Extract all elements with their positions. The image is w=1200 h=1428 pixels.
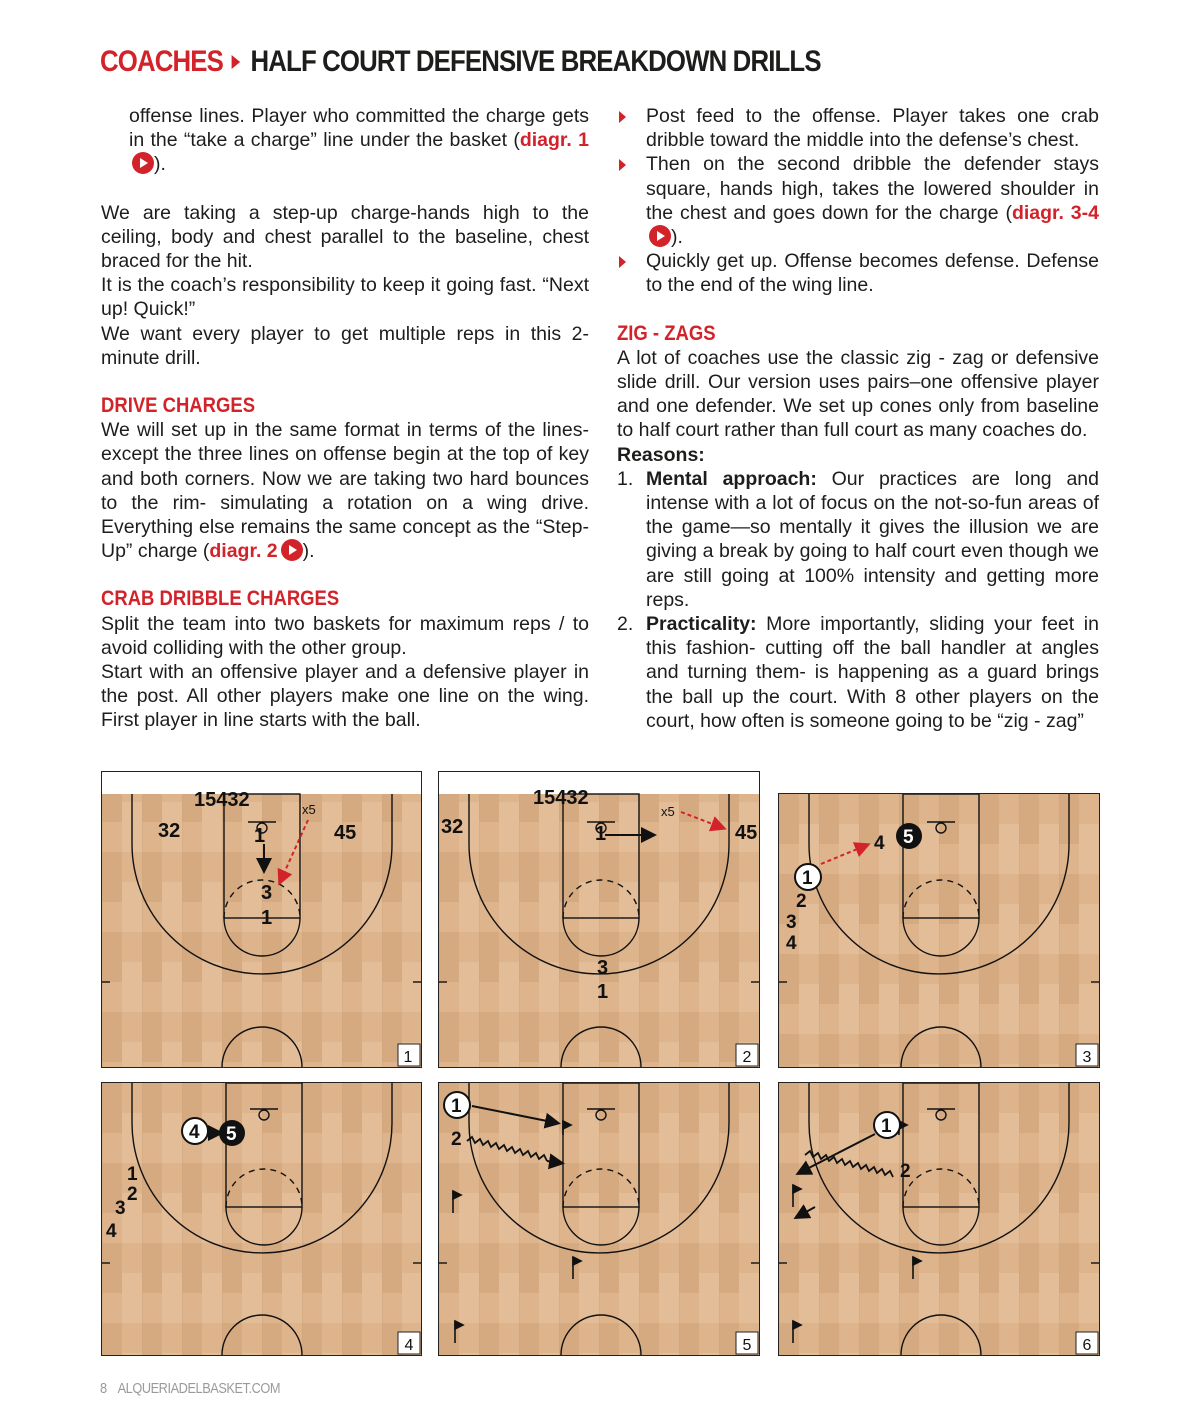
diagram-number: 1 — [403, 1049, 413, 1066]
svg-text:4: 4 — [189, 1122, 200, 1143]
paragraph-4: We want every player to get multiple reps in this 2-minute drill. — [101, 322, 589, 369]
paragraph-2: We are taking a step-up charge-hands high to the ceiling, body and chest parallel to the baseline, chest braced for the hit. — [101, 201, 589, 273]
diagram-link-2[interactable]: diagr. 2 — [209, 540, 278, 563]
queue-label: 15432 — [194, 789, 250, 811]
play-icon[interactable] — [281, 539, 303, 561]
diagram-3 — [778, 793, 1100, 1068]
heading-zig-zags: ZIG - ZAGS — [617, 321, 716, 345]
svg-text:5: 5 — [742, 1337, 752, 1354]
diagram-6 — [778, 1082, 1100, 1356]
svg-text:2: 2 — [451, 1129, 462, 1150]
paragraph-zig-1: A lot of coaches use the classic zig - zag or defensive slide drill. Our version uses pairs–one offensive player and one defender. We set up cones only from baseline to half court rather than full court as many coaches do. — [617, 346, 1099, 442]
diagram-5 — [438, 1082, 760, 1356]
svg-text:5: 5 — [903, 827, 914, 848]
svg-text:6: 6 — [1082, 1337, 1092, 1354]
paragraph-7: Start with an offensive player and a defensive player in the post. All other players make one line on the wing. First player in line starts with the ball. — [101, 661, 589, 732]
section-label: COACHES — [100, 45, 223, 78]
page-footer — [100, 1380, 280, 1397]
bullet-3: Quickly get up. Offense becomes defense. Defense to the end of the wing line. — [617, 249, 1099, 297]
right-column — [617, 104, 1099, 733]
paragraph-3: It is the coach’s responsibility to keep it going fast. “Next up! Quick!” — [101, 274, 589, 321]
svg-text:45: 45 — [735, 822, 758, 844]
paragraph-6: Split the team into two baskets for maximum reps / to avoid colliding with the other group. — [101, 612, 589, 659]
line-left-label: 32 — [158, 820, 181, 842]
svg-text:2: 2 — [900, 1161, 911, 1182]
svg-text:2: 2 — [127, 1184, 138, 1205]
paragraph-5: We will set up in the same format in terms of the lines- except the three lines on offense begin at the top of key and both corners. Now we are taking two hard bounces to the rim- simulating a rotation on a wing drive. Everything else remains the same concept as the “Step-Up” charge (diagr. 2 ). — [101, 419, 589, 563]
diagram-2 — [438, 771, 760, 1068]
svg-text:1: 1 — [127, 1164, 138, 1185]
diagram-link-1[interactable]: diagr. 1 — [519, 129, 589, 152]
bullet-2: Then on the second dribble the defender stays square, hands high, takes the lowered shoulder in the chest and goes down for the charge (diagr. 3-4 ). — [617, 152, 1099, 249]
diagram-1 — [101, 771, 422, 1068]
svg-text:4: 4 — [106, 1221, 117, 1242]
svg-text:1: 1 — [261, 907, 273, 929]
svg-text:1: 1 — [595, 823, 607, 845]
svg-text:1: 1 — [881, 1116, 892, 1137]
svg-text:32: 32 — [441, 816, 464, 838]
reason-1: 1. Mental approach: Our practices are long and intense with a lot of focus on the not-so-fun areas of the game—so mentally it gives the illusion we are giving a break by going to half court even though we are still going at 100% intensity and getting more reps. — [617, 467, 1099, 611]
svg-text:x5: x5 — [661, 804, 675, 819]
reasons-list — [617, 467, 1099, 733]
diagram-4 — [101, 1082, 422, 1356]
svg-text:3: 3 — [597, 957, 609, 979]
svg-text:3: 3 — [786, 912, 797, 933]
bullet-1: Post feed to the offense. Player takes one crab dribble toward the middle into the defense’s chest. — [617, 104, 1099, 152]
svg-text:15432: 15432 — [533, 787, 589, 809]
paragraph-1: offense lines. Player who committed the charge gets in the “take a charge” line under the basket (diagr. 1). — [129, 105, 589, 176]
left-column — [101, 104, 589, 733]
reasons-label: Reasons: — [617, 443, 705, 466]
svg-text:1: 1 — [254, 825, 266, 847]
play-icon[interactable] — [649, 225, 671, 247]
svg-text:4: 4 — [786, 933, 797, 954]
svg-text:4: 4 — [404, 1337, 414, 1354]
page-title: HALF COURT DEFENSIVE BREAKDOWN DRILLS — [250, 45, 821, 78]
header-arrow-icon — [232, 55, 241, 69]
svg-text:4: 4 — [874, 833, 885, 854]
svg-text:3: 3 — [1082, 1049, 1092, 1066]
heading-crab-dribble-charges: CRAB DRIBBLE CHARGES — [101, 587, 340, 611]
svg-text:3: 3 — [261, 882, 273, 904]
bullet-list — [617, 104, 1099, 298]
diagram-link-3-4[interactable]: diagr. 3-4 — [1011, 201, 1099, 224]
play-icon[interactable] — [132, 152, 154, 174]
svg-text:1: 1 — [451, 1096, 462, 1117]
svg-text:x5: x5 — [302, 802, 316, 817]
page-header — [100, 44, 821, 80]
svg-text:1: 1 — [597, 981, 609, 1003]
svg-text:3: 3 — [115, 1198, 126, 1219]
heading-drive-charges: DRIVE CHARGES — [101, 394, 256, 418]
svg-text:2: 2 — [742, 1049, 752, 1066]
line-right-label: 45 — [334, 822, 357, 844]
svg-text:5: 5 — [226, 1124, 237, 1145]
reason-2: 2. Practicality: More importantly, sliding your feet in this fashion- cutting off the ball handler at angles and turning them- is happening as a guard brings the ball up the court. With 8 other players on the court, how often is someone going to be “zig - zag” — [617, 613, 1099, 732]
svg-text:1: 1 — [802, 868, 813, 889]
footer-site[interactable]: ALQUERIADELBASKET.COM — [117, 1380, 281, 1397]
svg-text:2: 2 — [796, 891, 807, 912]
page-number: 8 — [100, 1380, 107, 1397]
